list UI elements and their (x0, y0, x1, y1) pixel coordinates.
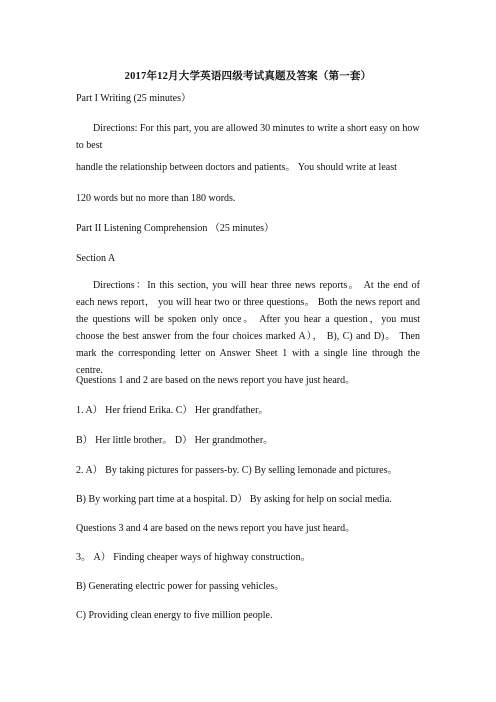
document-title: 2017年12月大学英语四级考试真题及答案（第一套） (124, 71, 372, 82)
question-1-options-a-c: 1. A） Her friend Erika. C） Her grandfather。 (76, 405, 269, 416)
writing-directions-line-1: Directions: For this part, you are allowed 30 minutes to write a short easy on how to best (76, 123, 420, 151)
part-2-heading: Part II Listening Comprehension （25 minutes） (76, 223, 275, 234)
listening-directions: Directions：In this section, you will hear three news reports。 At the end of each news report， you will hear two or three questions。 Both the news report and the questions will be spoken only once。 After you hear a question，you must choose the best answer from the four choices marked A）， B), C) and D)。 Then mark the corresponding letter on Answer Sheet 1 with a single line through the centre. (76, 280, 420, 376)
question-3-option-b: B) Generating electric power for passing vehicles。 (76, 581, 285, 592)
questions-3-4-intro: Questions 3 and 4 are based on the news report you have just heard。 (76, 523, 356, 534)
question-1-options-b-d: B） Her little brother。 D） Her grandmother。 (76, 435, 274, 446)
question-2-options-b-d: B) By working part time at a hospital. D） By asking for help on social media. (76, 494, 392, 505)
question-3-option-a: 3。 A） Finding cheaper ways of highway construction。 (76, 552, 311, 563)
writing-directions-line-3: 120 words but no more than 180 words. (76, 193, 236, 204)
writing-directions-line-2: handle the relationship between doctors and patients。 You should write at least (76, 162, 397, 173)
question-3-option-c: C) Providing clean energy to five million people. (76, 610, 273, 621)
questions-1-2-intro: Questions 1 and 2 are based on the news report you have just heard。 (76, 375, 356, 386)
question-2-options-a-c: 2. A） By taking pictures for passers-by. C) By selling lemonade and pictures。 (76, 465, 398, 476)
part-1-heading: Part I Writing (25 minutes） (76, 93, 191, 104)
section-a-heading: Section A (76, 253, 116, 264)
